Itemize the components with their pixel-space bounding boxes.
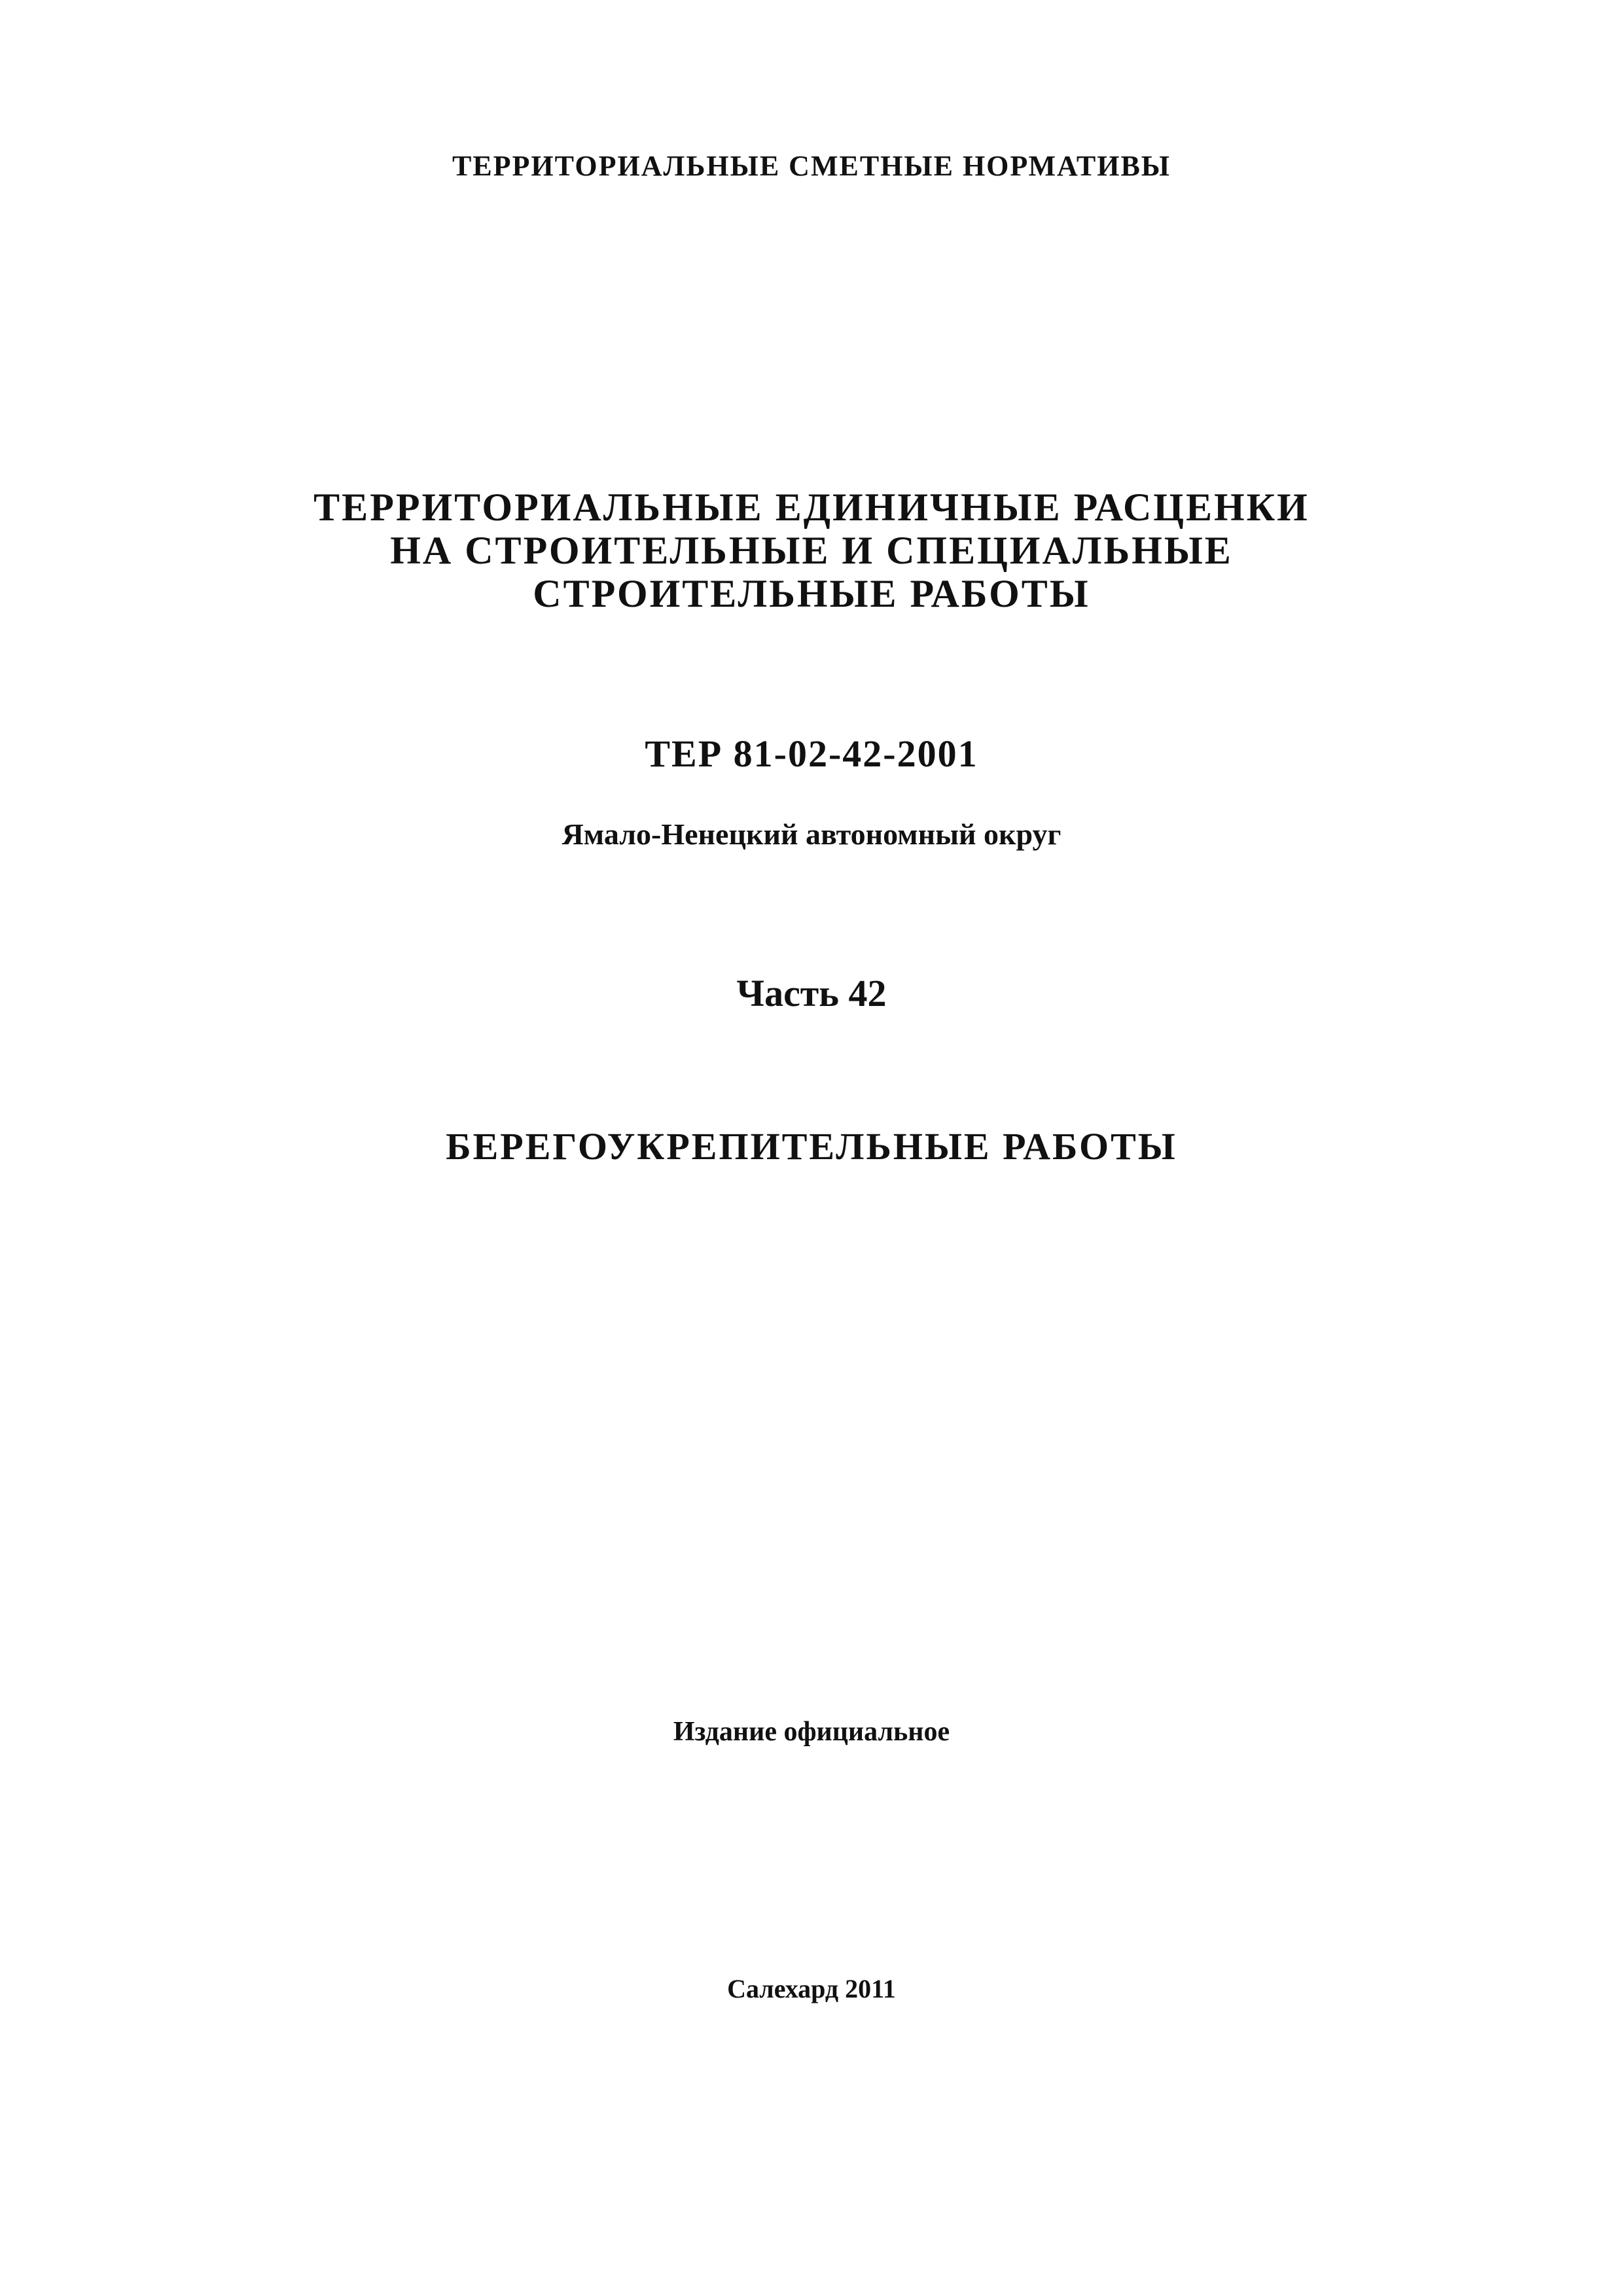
- title-line-2: НА СТРОИТЕЛЬНЫЕ И СПЕЦИАЛЬНЫЕ: [390, 529, 1233, 572]
- edition-note: Издание официальное: [673, 1717, 950, 1747]
- place-and-year: Салехард 2011: [727, 1974, 896, 2003]
- series-heading: ТЕРРИТОРИАЛЬНЫЕ СМЕТНЫЕ НОРМАТИВЫ: [452, 150, 1171, 182]
- title-line-3: СТРОИТЕЛЬНЫЕ РАБОТЫ: [533, 572, 1090, 615]
- title-line-1: ТЕРРИТОРИАЛЬНЫЕ ЕДИНИЧНЫЕ РАСЦЕНКИ: [313, 486, 1310, 529]
- part-number: Часть 42: [736, 972, 887, 1014]
- document-title: [0, 486, 1623, 615]
- region-name: Ямало-Ненецкий автономный округ: [562, 817, 1061, 851]
- document-code: ТЕР 81-02-42-2001: [645, 732, 978, 775]
- part-subject: БЕРЕГОУКРЕПИТЕЛЬНЫЕ РАБОТЫ: [446, 1125, 1177, 1168]
